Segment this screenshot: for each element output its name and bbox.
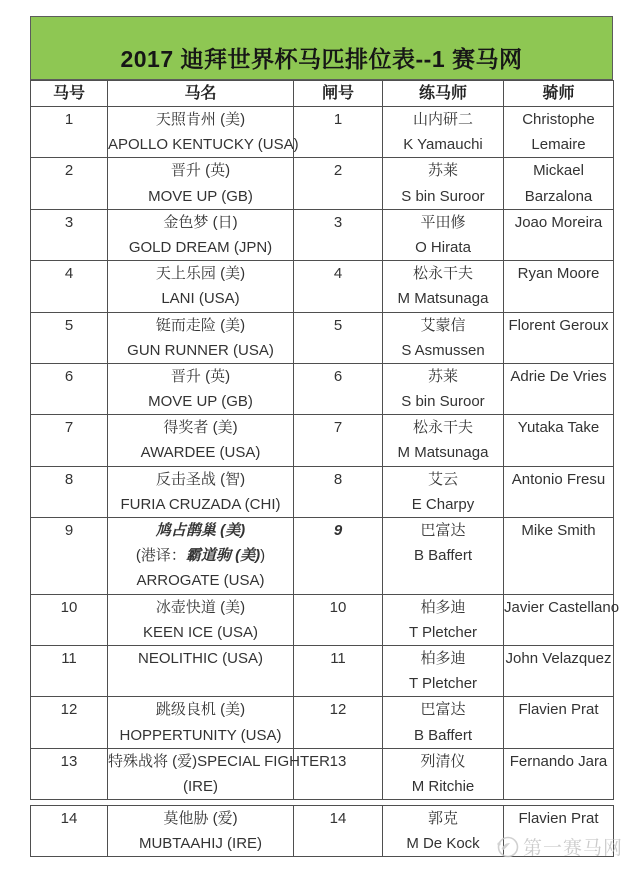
trainer-cell: 苏莱 S bin Suroor [383,363,504,414]
trainer-cell: 艾蒙信 S Asmussen [383,312,504,363]
horse-name-cell: 反击圣战 (智) FURIA CRUZADA (CHI) [108,466,294,517]
jockey-cell: Fernando Jara [504,748,614,799]
gate-number-cell: 1 [294,107,383,158]
gate-number-cell: 3 [294,209,383,260]
table-row [31,806,614,857]
jockey-cell: Joao Moreira [504,209,614,260]
horse-name-cell: 鸠占鹊巢 (美) (港译：霸道驹 (美)) ARROGATE (USA) [108,518,294,595]
table-row [31,415,614,466]
table-row [31,594,614,645]
main-table [30,80,620,800]
horse-number-cell: 13 [31,748,108,799]
horse-number-cell: 9 [31,518,108,595]
jockey-cell: Mike Smith [504,518,614,595]
column-header-5: 骑师 [504,81,614,107]
horse-name-cell: 晋升 (英) MOVE UP (GB) [108,158,294,209]
horse-number-cell: 2 [31,158,108,209]
table-header-row [31,81,614,107]
horse-name-cell: 晋升 (英) MOVE UP (GB) [108,363,294,414]
jockey-cell: John Velazquez [504,645,614,696]
race-card-sheet [30,16,620,857]
gate-number-cell: 14 [294,806,383,857]
bottom-table [30,805,614,857]
horse-name-cell: 特殊战将 (爱)SPECIAL FIGHTER (IRE) [108,748,294,799]
horse-number-cell: 8 [31,466,108,517]
table-row [31,697,614,748]
table-row [31,107,614,158]
table-row [31,466,614,517]
column-header-4: 练马师 [383,81,504,107]
horse-number-cell: 1 [31,107,108,158]
trainer-cell: 柏多迪 T Pletcher [383,645,504,696]
jockey-cell: Javier Castellano [504,594,614,645]
horse-number-cell: 11 [31,645,108,696]
gate-number-cell: 5 [294,312,383,363]
column-header-3: 闸号 [294,81,383,107]
trainer-cell: 柏多迪 T Pletcher [383,594,504,645]
jockey-cell: Adrie De Vries [504,363,614,414]
gate-number-cell: 10 [294,594,383,645]
jockey-cell: Antonio Fresu [504,466,614,517]
trainer-cell: 郭克 M De Kock [383,806,504,857]
horse-name-cell: 跳级良机 (美) HOPPERTUNITY (USA) [108,697,294,748]
trainer-cell: 列清仪 M Ritchie [383,748,504,799]
trainer-cell: 巴富达 B Baffert [383,697,504,748]
horse-name-cell: 天上乐园 (美) LANI (USA) [108,261,294,312]
gate-number-cell: 6 [294,363,383,414]
table-row [31,158,614,209]
gate-number-cell: 8 [294,466,383,517]
gate-number-cell: 9 [294,518,383,595]
gate-number-cell: 13 [294,748,383,799]
table-row [31,363,614,414]
table-row [31,312,614,363]
horse-number-cell: 4 [31,261,108,312]
horse-number-cell: 14 [31,806,108,857]
jockey-cell: Yutaka Take [504,415,614,466]
table-row [31,261,614,312]
horse-name-cell: 天照肯州 (美) APOLLO KENTUCKY (USA) [108,107,294,158]
gate-number-cell: 7 [294,415,383,466]
jockey-cell: Flavien Prat [504,697,614,748]
title-bar [30,16,613,80]
main-table-body [31,107,620,800]
table-row [31,748,614,799]
trainer-cell: 松永干夫 M Matsunaga [383,261,504,312]
jockey-cell: Christophe Lemaire [504,107,614,158]
trainer-cell: 松永干夫 M Matsunaga [383,415,504,466]
gate-number-cell: 4 [294,261,383,312]
horse-number-cell: 6 [31,363,108,414]
horse-number-cell: 12 [31,697,108,748]
table-row [31,518,614,595]
column-header-2: 马名 [108,81,294,107]
horse-name-cell: NEOLITHIC (USA) [108,645,294,696]
trainer-cell: 平田修 O Hirata [383,209,504,260]
horse-number-cell: 3 [31,209,108,260]
horse-name-cell: 莫他胁 (爱) MUBTAAHIJ (IRE) [108,806,294,857]
table-row [31,645,614,696]
horse-name-cell: 铤而走险 (美) GUN RUNNER (USA) [108,312,294,363]
horse-name-cell: 冰壶快道 (美) KEEN ICE (USA) [108,594,294,645]
horse-number-cell: 5 [31,312,108,363]
gate-number-cell: 11 [294,645,383,696]
trainer-cell: 山内研二 K Yamauchi [383,107,504,158]
watermark-text: 第一赛马网 [523,838,624,859]
jockey-cell: Mickael Barzalona [504,158,614,209]
trainer-cell: 巴富达 B Baffert [383,518,504,595]
gate-number-cell: 12 [294,697,383,748]
trainer-cell: 艾云 E Charpy [383,466,504,517]
table-row [31,209,614,260]
bottom-table-body [31,806,614,857]
column-header-1: 马号 [31,81,108,107]
horse-number-cell: 10 [31,594,108,645]
horse-number-cell: 7 [31,415,108,466]
horse-name-cell: 金色梦 (日) GOLD DREAM (JPN) [108,209,294,260]
jockey-cell: Flavien Prat [504,806,614,857]
jockey-cell: Ryan Moore [504,261,614,312]
trainer-cell: 苏莱 S bin Suroor [383,158,504,209]
gate-number-cell: 2 [294,158,383,209]
jockey-cell: Florent Geroux [504,312,614,363]
horse-name-cell: 得奖者 (美) AWARDEE (USA) [108,415,294,466]
page-title: 2017 迪拜世界杯马匹排位表--1 赛马网 [120,46,523,72]
